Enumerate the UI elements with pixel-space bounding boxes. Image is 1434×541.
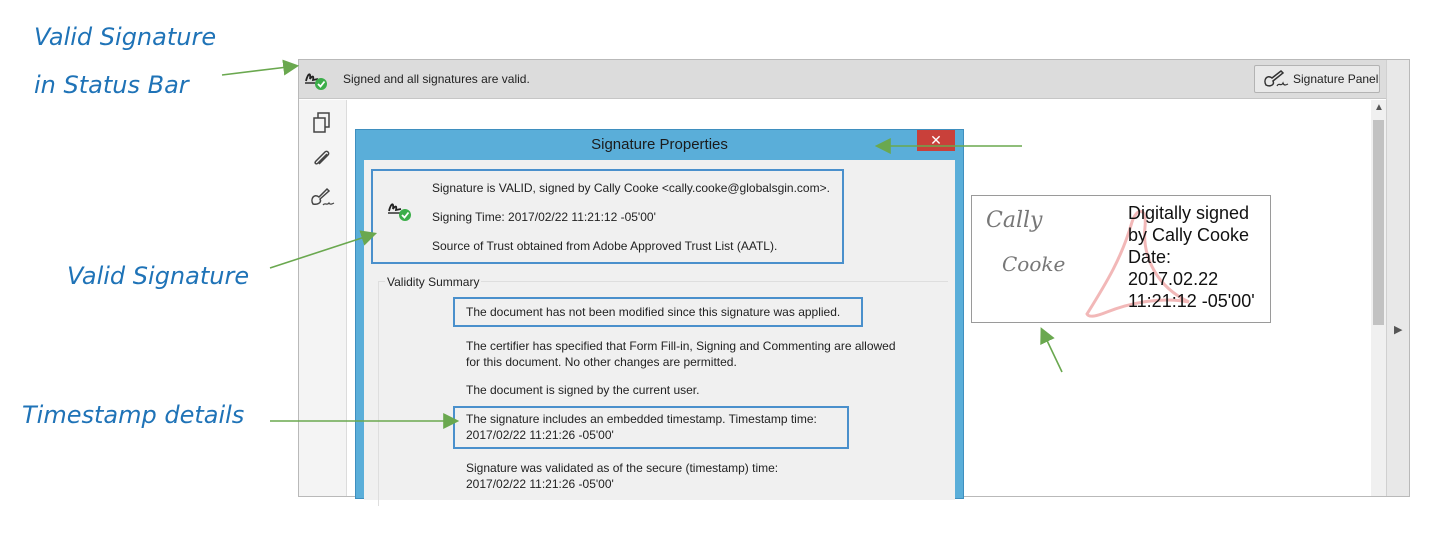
signature-panel-label: Signature Panel [1293, 72, 1379, 86]
validated-text-line2: 2017/02/22 11:21:26 -05'00' [466, 477, 614, 491]
timestamp-text-line2: 2017/02/22 11:21:26 -05'00' [466, 428, 614, 442]
certifier-text-line1: The certifier has specified that Form Fill-in, Signing and Commenting are allowed [466, 339, 896, 353]
expand-right-icon[interactable]: ▶ [1394, 324, 1403, 336]
signature-line2: by Cally Cooke [1128, 225, 1250, 245]
signature-summary-box [371, 169, 844, 264]
certifier-text-line2: for this document. No other changes are permitted. [466, 355, 737, 369]
signature-line4: 2017.02.22 [1128, 269, 1219, 289]
script-signature-last: Cooke [1002, 252, 1066, 276]
valid-signature-icon [386, 197, 414, 223]
dialog-title: Signature Properties [591, 136, 728, 153]
status-message: Signed and all signatures are valid. [343, 72, 530, 86]
callout-timestamp-details: Timestamp details [22, 401, 245, 429]
signing-time-text: Signing Time: 2017/02/22 11:21:12 -05'00' [432, 210, 656, 224]
signature-details [1128, 202, 1255, 312]
not-modified-text: The document has not been modified since this signature was applied. [466, 305, 841, 319]
callout-status-bar-line2: in Status Bar [34, 71, 189, 99]
callout-valid-signature: Valid Signature [67, 262, 250, 290]
navigation-rail [299, 100, 347, 497]
scroll-up-icon[interactable]: ▲ [1374, 102, 1384, 113]
pages-icon[interactable] [309, 110, 335, 136]
attachment-icon[interactable] [309, 146, 335, 172]
signature-panel-button[interactable] [1254, 65, 1380, 93]
valid-signature-icon [303, 67, 329, 91]
trust-source-text: Source of Trust obtained from Adobe Approved Trust List (AATL). [432, 239, 778, 253]
validated-text-line1: Signature was validated as of the secure (timestamp) time: [466, 461, 779, 475]
signature-properties-dialog [355, 129, 964, 499]
scrollbar-thumb[interactable] [1373, 120, 1384, 325]
callout-status-bar-line1: Valid Signature [34, 23, 217, 51]
close-icon[interactable]: ✕ [917, 130, 955, 151]
arrow-status-bar [222, 66, 296, 75]
signature-status-bar [299, 60, 1386, 99]
signature-line1: Digitally signed [1128, 203, 1250, 223]
signature-line5: 11:21:12 -05'00' [1128, 291, 1255, 311]
validity-summary-label: Validity Summary [387, 275, 480, 289]
script-signature-first: Cally [986, 208, 1043, 233]
dialog-body [364, 160, 955, 500]
vertical-scrollbar[interactable] [1371, 100, 1386, 497]
sign-icon[interactable] [309, 184, 335, 210]
signature-line3: Date: [1128, 247, 1172, 267]
visible-signature-field[interactable] [971, 195, 1271, 323]
timestamp-text-line1: The signature includes an embedded timestamp. Timestamp time: [466, 412, 817, 426]
signature-pen-icon [1261, 68, 1291, 90]
signature-status-text: Signature is VALID, signed by Cally Cooke <cally.cooke@globalsgin.com>. [432, 181, 830, 195]
current-user-text: The document is signed by the current user. [466, 383, 700, 397]
right-pane-toggle[interactable] [1386, 60, 1410, 497]
